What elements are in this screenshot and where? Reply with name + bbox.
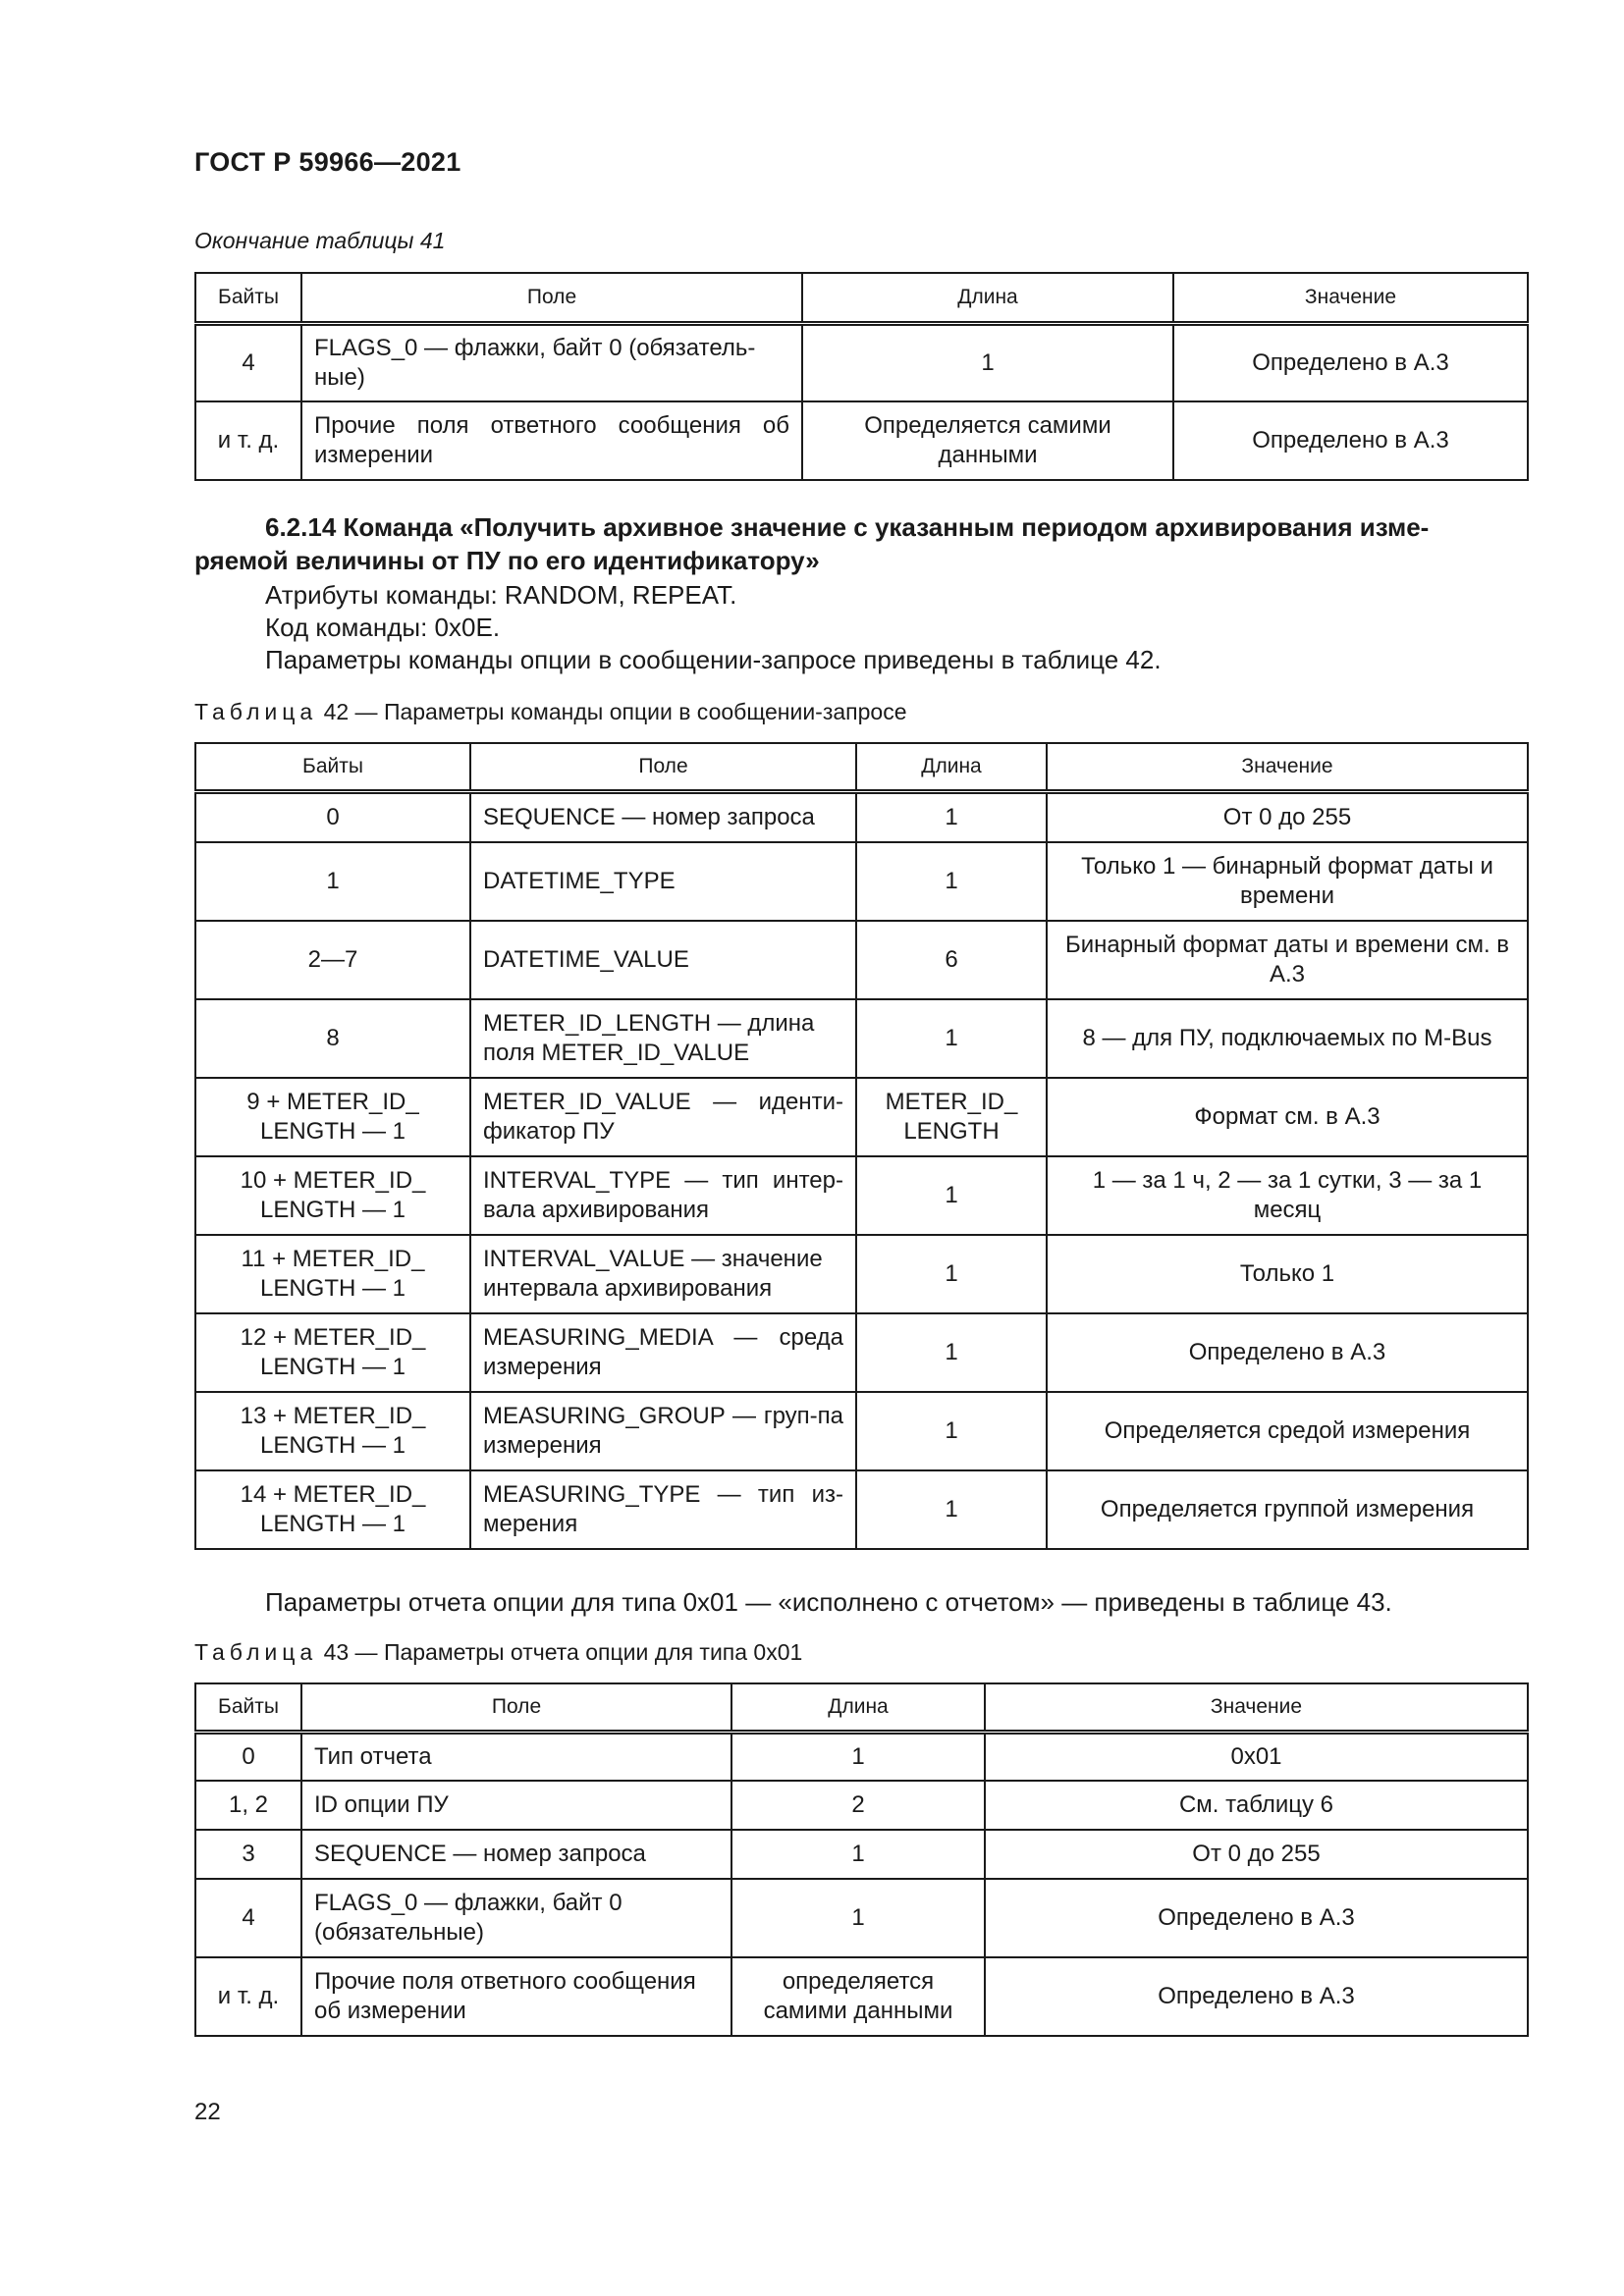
cell-value: 1 — за 1 ч, 2 — за 1 сутки, 3 — за 1 месяц: [1047, 1156, 1528, 1235]
table-row: [195, 1781, 1528, 1830]
cell-field: ID опции ПУ: [301, 1781, 731, 1830]
cell-field: DATETIME_TYPE: [470, 842, 856, 921]
cell-value: Определено в А.3: [1173, 401, 1528, 480]
cell-bytes: 9 + METER_ID_ LENGTH — 1: [195, 1078, 470, 1156]
cell-bytes: 2—7: [195, 921, 470, 999]
cell-bytes: 1: [195, 842, 470, 921]
table43-header-length: Длина: [731, 1683, 985, 1732]
cell-bytes: 1, 2: [195, 1781, 301, 1830]
cell-length: 1: [856, 999, 1047, 1078]
table-row: [195, 1156, 1528, 1235]
cell-field: MEASURING_GROUP — груп-па измерения: [470, 1392, 856, 1470]
table41-header-length: Длина: [802, 273, 1173, 323]
table41-header-field: Поле: [301, 273, 802, 323]
table-row: [195, 1830, 1528, 1879]
report-params-paragraph: Параметры отчета опции для типа 0x01 — «исполнено с отчетом» — приведены в таблице 43.: [265, 1587, 1392, 1617]
cell-field: Тип отчета: [301, 1732, 731, 1781]
cell-value: Бинарный формат даты и времени см. в А.3: [1047, 921, 1528, 999]
table-row: [195, 999, 1528, 1078]
cell-field: Прочие поля ответного сообщения об измерении: [301, 401, 802, 480]
table43-caption-text: 43 — Параметры отчета опции для типа 0x01: [323, 1639, 803, 1665]
cell-value: От 0 до 255: [1047, 791, 1528, 842]
table42-header-row: [195, 743, 1528, 791]
cell-value: Только 1: [1047, 1235, 1528, 1313]
table-row: [195, 323, 1528, 401]
table41-caption: Окончание таблицы 41: [194, 228, 446, 253]
cell-bytes: 0: [195, 791, 470, 842]
table42-caption-label: Таблица: [194, 699, 318, 724]
table43-header-field: Поле: [301, 1683, 731, 1732]
cell-field: INTERVAL_TYPE — тип интер-вала архивирования: [470, 1156, 856, 1235]
cell-length: 1: [856, 1235, 1047, 1313]
cell-length: 1: [856, 791, 1047, 842]
table43-header-row: [195, 1683, 1528, 1732]
cell-value: Определено в А.3: [1047, 1313, 1528, 1392]
cell-bytes: 12 + METER_ID_ LENGTH — 1: [195, 1313, 470, 1392]
cell-field: INTERVAL_VALUE — значение интервала архивирования: [470, 1235, 856, 1313]
cell-length: определяется самими данными: [731, 1957, 985, 2036]
table-row: [195, 1235, 1528, 1313]
cell-bytes: 13 + METER_ID_ LENGTH — 1: [195, 1392, 470, 1470]
cell-field: METER_ID_VALUE — иденти-фикатор ПУ: [470, 1078, 856, 1156]
section-heading-line2: ряемой величины от ПУ по его идентификатору»: [194, 546, 820, 575]
table42: [194, 742, 1529, 1550]
cell-bytes: и т. д.: [195, 1957, 301, 2036]
cell-value: Определяется группой измерения: [1047, 1470, 1528, 1549]
cell-length: 1: [731, 1732, 985, 1781]
cell-value: См. таблицу 6: [985, 1781, 1528, 1830]
table43-caption: [194, 1639, 802, 1666]
cell-bytes: 10 + METER_ID_ LENGTH — 1: [195, 1156, 470, 1235]
table-row: [195, 921, 1528, 999]
command-attributes: Атрибуты команды: RANDOM, REPEAT.: [265, 580, 737, 610]
table43: [194, 1682, 1529, 2037]
table41-header-row: [195, 273, 1528, 323]
table-row: [195, 1879, 1528, 1957]
table42-header-length: Длина: [856, 743, 1047, 791]
table42-caption: [194, 699, 907, 725]
cell-value: 0x01: [985, 1732, 1528, 1781]
table-row: [195, 1957, 1528, 2036]
table41: [194, 272, 1529, 481]
cell-bytes: 14 + METER_ID_ LENGTH — 1: [195, 1470, 470, 1549]
cell-value: Определено в А.3: [1173, 323, 1528, 401]
cell-field: MEASURING_MEDIA — среда измерения: [470, 1313, 856, 1392]
cell-value: Только 1 — бинарный формат даты и времени: [1047, 842, 1528, 921]
cell-value: 8 — для ПУ, подключаемых по M-Bus: [1047, 999, 1528, 1078]
page-number: 22: [194, 2099, 221, 2125]
cell-field: MEASURING_TYPE — тип из-мерения: [470, 1470, 856, 1549]
table43-header-bytes: Байты: [195, 1683, 301, 1732]
table-row: [195, 1392, 1528, 1470]
table42-header-value: Значение: [1047, 743, 1528, 791]
cell-field: SEQUENCE — номер запроса: [470, 791, 856, 842]
cell-field: SEQUENCE — номер запроса: [301, 1830, 731, 1879]
cell-length: 1: [856, 1156, 1047, 1235]
cell-field: FLAGS_0 — флажки, байт 0 (обязатель-ные): [301, 323, 802, 401]
table-row: [195, 1470, 1528, 1549]
cell-bytes: и т. д.: [195, 401, 301, 480]
cell-length: 1: [856, 1470, 1047, 1549]
cell-value: Определено в А.3: [985, 1879, 1528, 1957]
table41-header-bytes: Байты: [195, 273, 301, 323]
table-row: [195, 791, 1528, 842]
cell-length: 2: [731, 1781, 985, 1830]
table-row: [195, 401, 1528, 480]
document-title: ГОСТ Р 59966—2021: [194, 147, 461, 177]
cell-bytes: 4: [195, 1879, 301, 1957]
table-row: [195, 842, 1528, 921]
table43-header-value: Значение: [985, 1683, 1528, 1732]
table-row: [195, 1313, 1528, 1392]
cell-length: 1: [731, 1830, 985, 1879]
cell-length: 1: [856, 842, 1047, 921]
cell-length: 1: [802, 323, 1173, 401]
cell-field: Прочие поля ответного сообщения об измерении: [301, 1957, 731, 2036]
cell-value: Определяется средой измерения: [1047, 1392, 1528, 1470]
table43-caption-label: Таблица: [194, 1639, 318, 1665]
cell-field: FLAGS_0 — флажки, байт 0 (обязательные): [301, 1879, 731, 1957]
table41-header-value: Значение: [1173, 273, 1528, 323]
cell-bytes: 3: [195, 1830, 301, 1879]
cell-length: 1: [856, 1313, 1047, 1392]
command-code: Код команды: 0x0E.: [265, 613, 501, 642]
cell-length: 1: [856, 1392, 1047, 1470]
cell-length: 6: [856, 921, 1047, 999]
cell-length: Определяется самими данными: [802, 401, 1173, 480]
cell-bytes: 0: [195, 1732, 301, 1781]
cell-value: Формат см. в А.3: [1047, 1078, 1528, 1156]
table-row: [195, 1732, 1528, 1781]
table-row: [195, 1078, 1528, 1156]
table42-header-bytes: Байты: [195, 743, 470, 791]
cell-bytes: 11 + METER_ID_ LENGTH — 1: [195, 1235, 470, 1313]
cell-field: DATETIME_VALUE: [470, 921, 856, 999]
cell-value: Определено в А.3: [985, 1957, 1528, 2036]
section-heading-line1: 6.2.14 Команда «Получить архивное значение с указанным периодом архивирования изме-: [265, 512, 1430, 542]
table42-header-field: Поле: [470, 743, 856, 791]
params-reference: Параметры команды опции в сообщении-запросе приведены в таблице 42.: [265, 645, 1162, 674]
cell-field: METER_ID_LENGTH — длина поля METER_ID_VALUE: [470, 999, 856, 1078]
cell-length: 1: [731, 1879, 985, 1957]
cell-length: METER_ID_ LENGTH: [856, 1078, 1047, 1156]
cell-value: От 0 до 255: [985, 1830, 1528, 1879]
cell-bytes: 8: [195, 999, 470, 1078]
table42-caption-text: 42 — Параметры команды опции в сообщении-запросе: [323, 699, 907, 724]
cell-bytes: 4: [195, 323, 301, 401]
